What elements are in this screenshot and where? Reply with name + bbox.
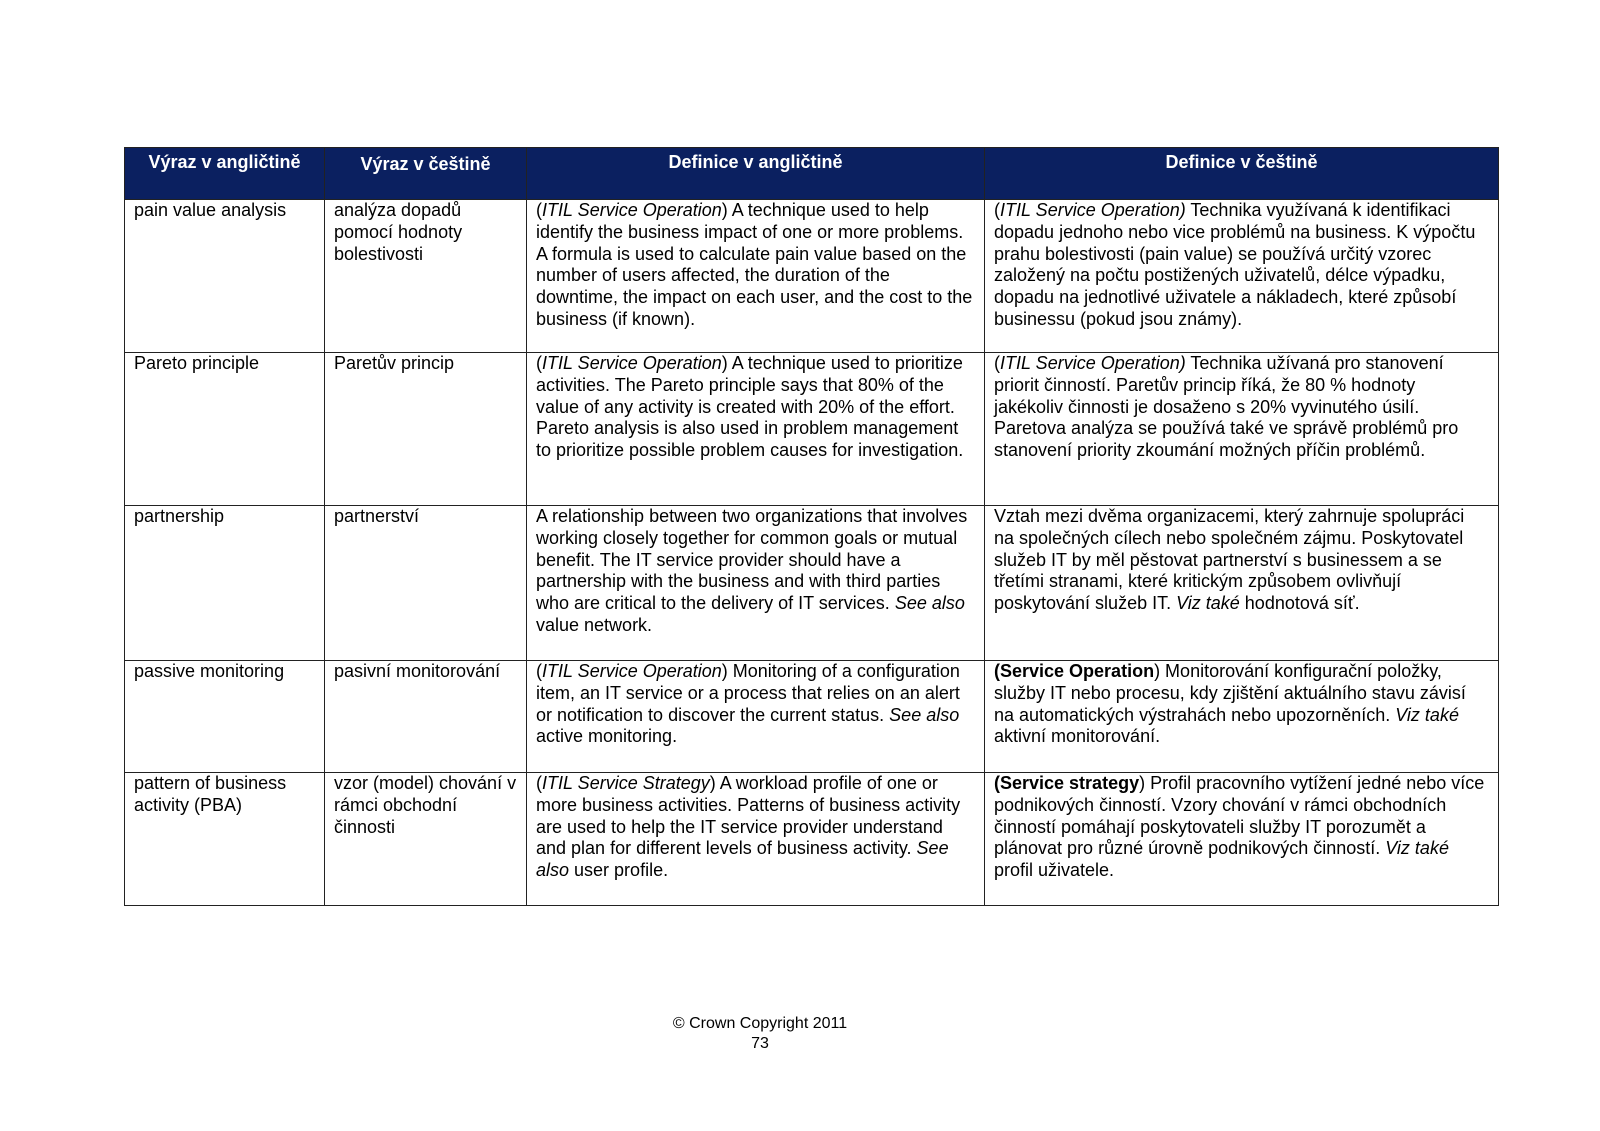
- header-def-en: Definice v angličtině: [527, 148, 985, 200]
- def-cs-ref: hodnotová síť.: [1239, 593, 1360, 614]
- def-cs-ref: aktivní monitorování.: [994, 726, 1161, 747]
- cell-def-cs: [985, 773, 1499, 906]
- def-en-source: ITIL Service Operation: [542, 661, 722, 681]
- term-en-text: Pareto principle: [134, 353, 260, 373]
- table-row: [125, 661, 1499, 773]
- def-cs-text: ) Profil pracovního vytížení jedné nebo více podnikových činností. Vzory chování v rámci obchodních činností pomáhají poskytovateli služby IT porozumět a plánovat pro různé úrovně podnikových činností.: [994, 773, 1485, 859]
- def-cs-see-also: Viz také: [1176, 593, 1240, 614]
- term-en-text: pattern of business activity (PBA): [134, 773, 287, 815]
- def-en-ref: value network.: [536, 614, 653, 635]
- term-cs-text: vzor (model) chování v rámci obchodní činnosti: [334, 773, 517, 837]
- def-cs-source: ITIL Service Operation): [1000, 353, 1186, 373]
- cell-term-cs: [325, 773, 527, 906]
- cell-def-cs: [985, 353, 1499, 506]
- term-cs-text: analýza dopadů pomocí hodnoty bolestivosti: [334, 200, 463, 264]
- def-en-ref: active monitoring.: [536, 726, 678, 747]
- def-en-text: ) A technique used to prioritize activities. The Pareto principle says that 80% of the value of any activity is created with 20% of the effort. Pareto analysis is also used in problem management to prioritize possible problem causes for investigation.: [536, 353, 964, 461]
- def-cs-open: (: [994, 200, 1000, 220]
- glossary-table: [124, 147, 1499, 906]
- term-cs-text: Paretův princip: [334, 353, 455, 373]
- def-en-open: (: [536, 200, 542, 220]
- term-en-text: partnership: [134, 506, 225, 526]
- cell-def-cs: [985, 661, 1499, 773]
- def-cs-text: ) Monitorování konfigurační položky, služby IT nebo procesu, kdy zjištění aktuálního stavu závisí na automatických výstrahách nebo upozorněních.: [994, 661, 1466, 725]
- cell-term-cs: [325, 353, 527, 506]
- def-en-text: ) A technique used to help identify the business impact of one or more problems. A formula is used to calculate pain value based on the number of users affected, the duration of the downtime, the impact on each user, and the cost to the business (if known).: [536, 200, 973, 329]
- cell-def-en: [527, 200, 985, 353]
- def-en-text: A relationship between two organizations that involves working closely together for common goals or mutual benefit. The IT service provider should have a partnership with the business and with third parties who are critical to the delivery of IT services.: [536, 506, 968, 614]
- def-en-see-also: See also: [894, 593, 965, 614]
- def-en-ref: user profile.: [569, 860, 669, 881]
- cell-term-cs: [325, 661, 527, 773]
- def-en-text: ) A workload profile of one or more business activities. Patterns of business activity are used to help the IT service provider understand and plan for different levels of business activity.: [536, 773, 961, 859]
- cell-def-cs: [985, 506, 1499, 661]
- table-header-row: [125, 148, 1499, 200]
- def-cs-see-also: Viz také: [1395, 704, 1459, 725]
- cell-def-en: [527, 661, 985, 773]
- header-term-en: Výraz v angličtině: [125, 148, 325, 200]
- def-en-see-also: See also: [889, 704, 960, 725]
- def-cs-source: (Service Operation: [994, 661, 1155, 681]
- term-en-text: passive monitoring: [134, 661, 285, 681]
- def-cs-ref: profil uživatele.: [994, 860, 1115, 881]
- table-row: [125, 353, 1499, 506]
- cell-def-en: [527, 506, 985, 661]
- cell-term-cs: [325, 200, 527, 353]
- cell-term-cs: [325, 506, 527, 661]
- def-en-open: (: [536, 661, 542, 681]
- table-row: [125, 773, 1499, 906]
- cell-term-en: [125, 773, 325, 906]
- term-en-text: pain value analysis: [134, 200, 287, 220]
- cell-term-en: [125, 661, 325, 773]
- copyright-notice: © Crown Copyright 2011: [672, 1015, 848, 1032]
- def-en-see-also: See also: [536, 838, 949, 881]
- def-en-open: (: [536, 353, 542, 373]
- def-cs-text: Technika užívaná pro stanovení priorit činností. Paretův princip říká, že 80 % hodnoty jakékoliv činnosti je dosaženo s 20% vyvinutého úsilí. Paretova analýza se používá také ve správě problémů pro stanovení priority zkoumání možných příčin problémů.: [994, 353, 1459, 461]
- def-en-open: (: [536, 773, 542, 793]
- def-cs-see-also: Viz také: [1385, 838, 1449, 859]
- cell-term-en: [125, 200, 325, 353]
- table-row: [125, 200, 1499, 353]
- def-en-source: ITIL Service Operation: [542, 200, 722, 220]
- header-def-cs: Definice v češtině: [985, 148, 1499, 200]
- term-cs-text: partnerství: [334, 506, 420, 526]
- def-en-source: ITIL Service Operation: [542, 353, 722, 373]
- def-cs-text: Vztah mezi dvěma organizacemi, který zahrnuje spolupráci na společných cílech nebo společném zájmu. Poskytovatel služeb IT by měl pěstovat partnerství s businessem a se třetími stranami, které kritickým způsobem ovlivňují poskytování služeb IT.: [994, 506, 1465, 614]
- table-row: [125, 506, 1499, 661]
- cell-term-en: [125, 506, 325, 661]
- def-en-source: ITIL Service Strategy: [542, 773, 710, 793]
- term-cs-text: pasivní monitorování: [334, 661, 501, 681]
- def-cs-source: ITIL Service Operation): [1000, 200, 1186, 220]
- def-cs-open: (: [994, 353, 1000, 373]
- cell-def-cs: [985, 200, 1499, 353]
- cell-def-en: [527, 353, 985, 506]
- def-cs-text: Technika využívaná k identifikaci dopadu jednoho nebo vice problémů na business. K výpočtu prahu bolestivosti (pain value) se používá určitý vzorec založený na počtu postižených uživatelů, délce výpadku, dopadu na jednotlivé uživatele a nákladech, které způsobí businessu (pokud jsou známy).: [994, 200, 1476, 329]
- cell-term-en: [125, 353, 325, 506]
- def-en-text: ) Monitoring of a configuration item, an IT service or a process that relies on an alert or notification to discover the current status.: [536, 661, 960, 725]
- def-cs-source: (Service strategy: [994, 773, 1140, 793]
- cell-def-en: [527, 773, 985, 906]
- header-term-cs: Výraz v češtině: [325, 148, 527, 200]
- page-number: 73: [751, 1035, 769, 1052]
